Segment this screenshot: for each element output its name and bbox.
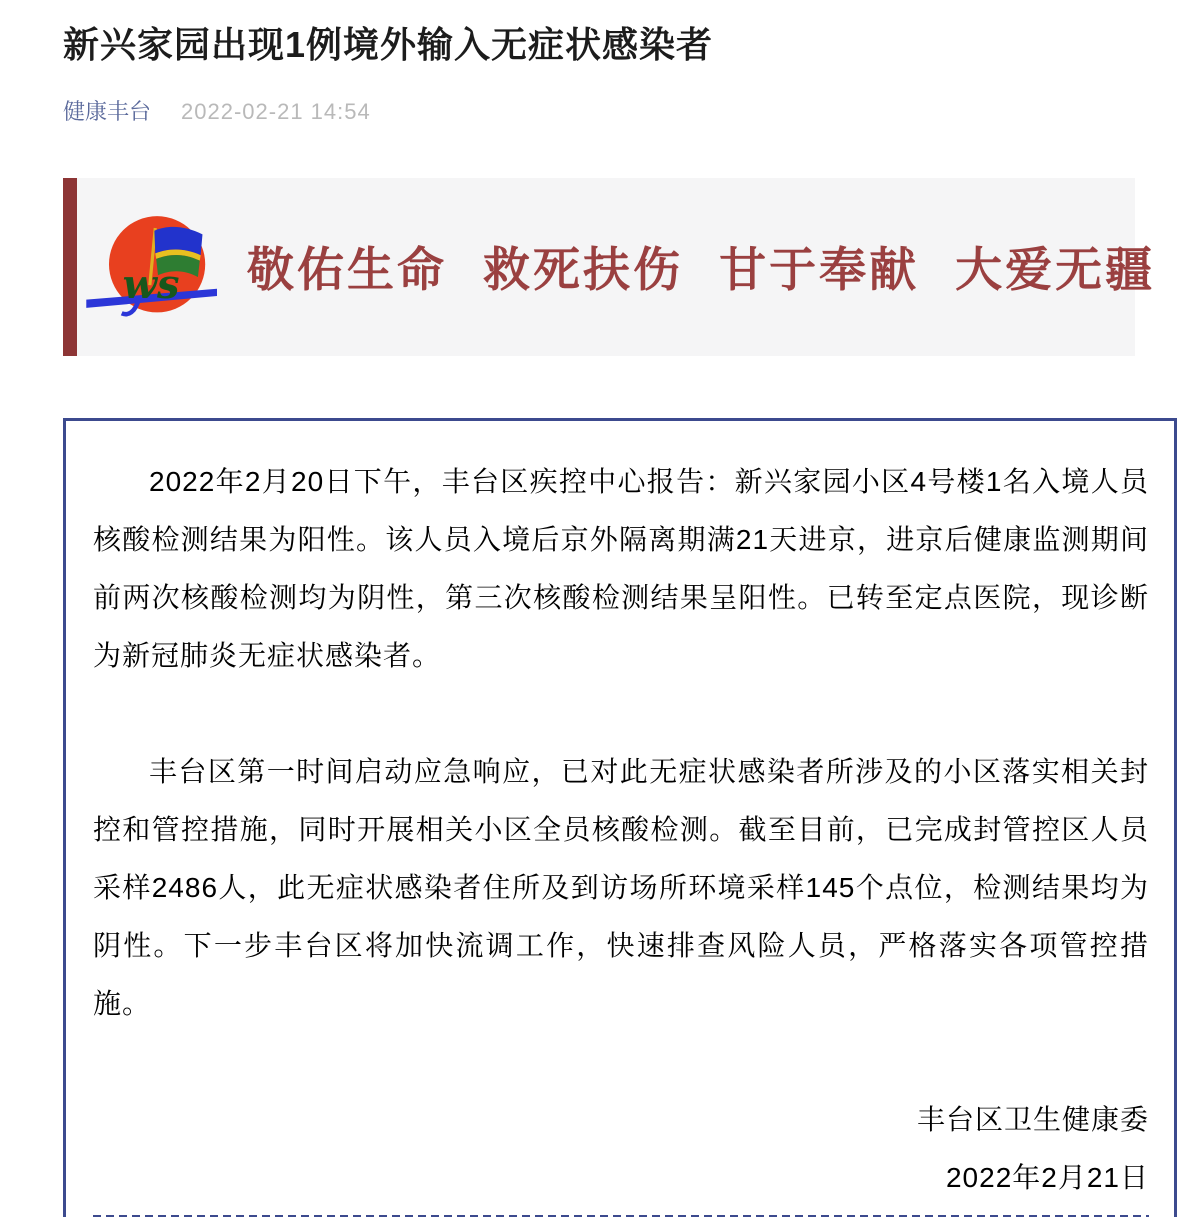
banner-slogan: 敬佑生命 救死扶伤 甘于奉献 大爱无疆 (247, 243, 1156, 297)
article-meta (63, 95, 1177, 126)
banner-left-bar (63, 178, 77, 356)
source-link[interactable]: 健康丰台 (63, 98, 152, 124)
signature-block (93, 1091, 1149, 1207)
body-paragraph-2: 丰台区第一时间启动应急响应，已对此无症状感染者所涉及的小区落实相关封控和管控措施，同时开展相关小区全员核酸检测。截至目前，已完成封管控区人员采样2486人，此无症状感染者住所及到访场所环境采样145个点位，检测结果均为阴性。下一步丰台区将加快流调工作，快速排查风险人员，严格落实各项管控措施。 (93, 755, 1149, 1019)
publish-timestamp: 2022-02-21 14:54 (181, 98, 371, 124)
health-commission-logo (99, 207, 217, 327)
banner-image (63, 178, 1156, 356)
signature-date: 2022年2月21日 (945, 1161, 1149, 1193)
body-paragraph-1: 2022年2月20日下午，丰台区疾控中心报告：新兴家园小区4号楼1名入境人员核酸检测结果为阳性。该人员入境后京外隔离期满21天进京，进京后健康监测期间前两次核酸检测均为阴性，第三次核酸检测结果呈阳性。已转至定点医院，现诊断为新冠肺炎无症状感染者。 (93, 465, 1149, 671)
article-body-box (63, 418, 1177, 1217)
logo-ws-text: ws (122, 261, 180, 308)
signature-org: 丰台区卫生健康委 (916, 1103, 1149, 1135)
page-title: 新兴家园出现1例境外输入无症状感染者 (63, 24, 714, 65)
